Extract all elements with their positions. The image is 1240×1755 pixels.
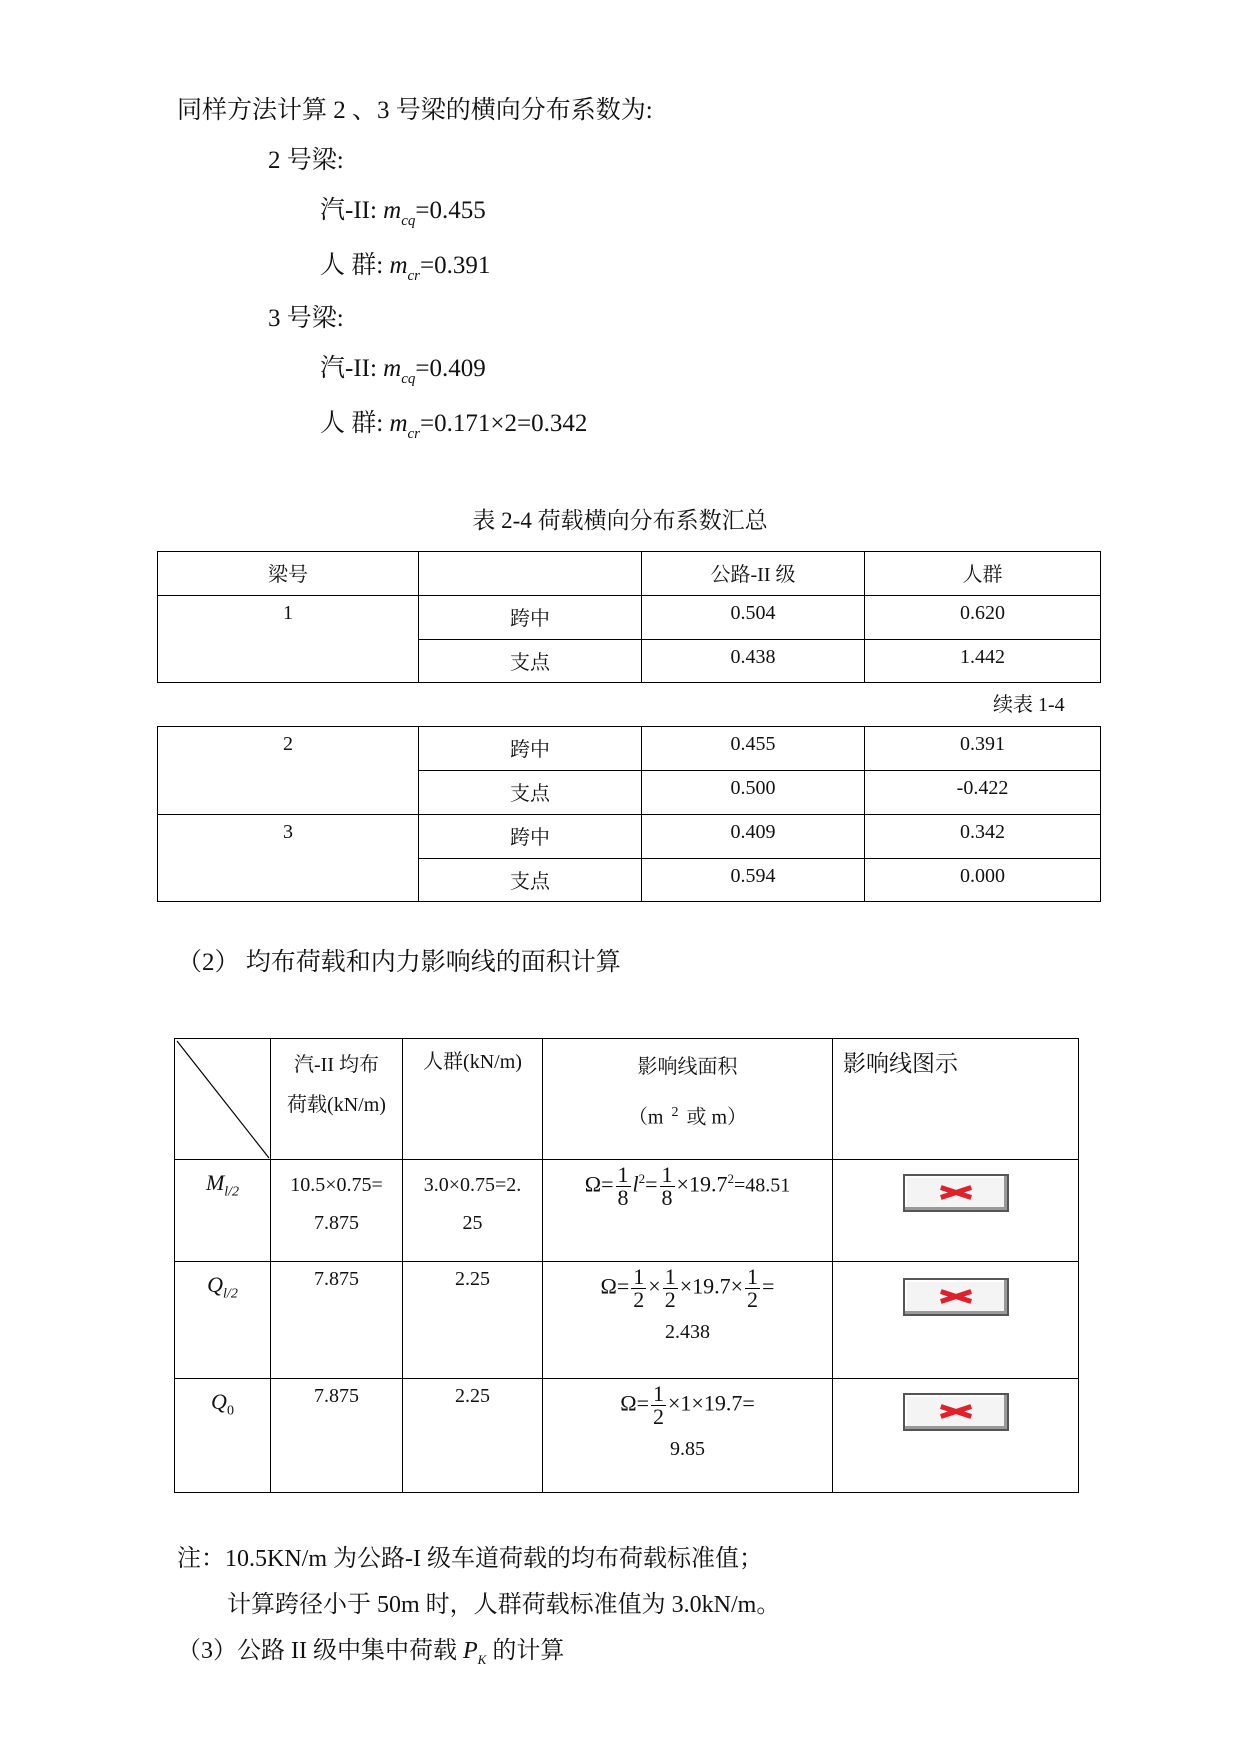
section3-heading: （3）公路 II 级中集中荷载 $P_K$ 的计算 (177, 1638, 565, 1667)
header-area (543, 1039, 833, 1160)
cq-subscript: cq (401, 213, 416, 229)
row-symbol: $M_{l/2}$ (175, 1160, 271, 1262)
intro-text: 同样方法计算 2 、3 号梁的横向分布系数为: (177, 97, 653, 124)
header-beam: 梁号 (158, 552, 419, 596)
road-value: 0.500 (642, 771, 865, 815)
m-symbol: m (389, 252, 408, 279)
car-prefix: 汽-II: (320, 355, 377, 382)
row-symbol: $Q_{l/2}$ (175, 1262, 271, 1379)
header-diagram: 影响线图示 (833, 1039, 1079, 1160)
car-load-cell: 10.5×0.75= 7.875 (271, 1160, 403, 1262)
beam2-car-line (320, 196, 486, 236)
diagram-cell (833, 1160, 1079, 1262)
m-symbol: m (383, 355, 402, 382)
diagram-cell (833, 1379, 1079, 1493)
beam3-label: 3 号梁: (268, 305, 344, 332)
crowd-value: -0.422 (865, 771, 1101, 815)
car-load-cell: 7.875 (271, 1379, 403, 1493)
beam-number: 3 (158, 815, 419, 902)
area-formula-cell: Ω= $\frac{1}{2}$ × $\frac{1}{2}$ ×19.7× $\frac{1}{2}$ = 2.438 (543, 1262, 833, 1379)
position-cell: 支点 (419, 859, 642, 902)
crowd-value: 1.442 (865, 640, 1101, 683)
cq-subscript: cq (401, 371, 416, 387)
broken-image-icon (903, 1393, 1009, 1431)
crowd-load-cell: 3.0×0.75=2. 25 (403, 1160, 543, 1262)
crowd-value: 0.620 (865, 596, 1101, 640)
header-road-class: 公路-II 级 (642, 552, 865, 596)
crowd-load-cell: 2.25 (403, 1379, 543, 1493)
header-position (419, 552, 642, 596)
continued-label: 续表 1-4 (993, 694, 1065, 716)
m-symbol: m (383, 197, 402, 224)
car-prefix: 汽-II: (320, 197, 377, 224)
crowd-value: 0.342 (865, 815, 1101, 859)
distribution-table (157, 551, 1101, 683)
m-symbol: m (389, 410, 408, 437)
crowd-prefix: 人 群: (320, 252, 384, 279)
area-result: 2.438 (665, 1321, 710, 1343)
position-cell: 跨中 (419, 596, 642, 640)
table-row (175, 1160, 1079, 1262)
position-cell: 支点 (419, 640, 642, 683)
broken-image-icon (903, 1174, 1009, 1212)
table1-caption: 表 2-4 荷载横向分布系数汇总 (472, 508, 768, 533)
area-result: 9.85 (670, 1438, 705, 1460)
table-row (158, 815, 1101, 859)
broken-image-icon (903, 1278, 1009, 1316)
road-value: 0.409 (642, 815, 865, 859)
diagonal-header-cell (175, 1039, 271, 1160)
diagram-cell (833, 1262, 1079, 1379)
crowd-value: 0.000 (865, 859, 1101, 902)
influence-line-table-wrapper (174, 1038, 1078, 1494)
area-formula-cell: Ω= $\frac{1}{2}$ ×1×19.7= 9.85 (543, 1379, 833, 1493)
position-cell: 支点 (419, 771, 642, 815)
distribution-table-continued (157, 726, 1101, 902)
road-value: 0.455 (642, 727, 865, 771)
header-car-load (271, 1039, 403, 1160)
table-row (158, 596, 1101, 640)
position-cell: 跨中 (419, 815, 642, 859)
table-row (175, 1262, 1079, 1379)
header-car-line1: 汽-II 均布 (294, 1054, 379, 1076)
crowd-prefix: 人 群: (320, 410, 384, 437)
road-value: 0.594 (642, 859, 865, 902)
cr-subscript: cr (407, 268, 421, 284)
crowd-load-cell: 2.25 (403, 1262, 543, 1379)
p-symbol: P (462, 1638, 478, 1664)
beam-number: 2 (158, 727, 419, 815)
beam2-crowd-line (320, 251, 490, 291)
table-row (158, 727, 1101, 771)
header-car-line2: 荷载(kN/m) (287, 1094, 386, 1116)
cr-subscript: cr (407, 426, 421, 442)
influence-line-table (174, 1038, 1079, 1493)
note-line2: 计算跨径小于 50m 时，人群荷载标准值为 3.0kN/m。 (227, 1592, 781, 1618)
header-crowd-load: 人群(kN/m) (403, 1039, 543, 1160)
k-subscript: K (477, 1651, 487, 1667)
position-cell: 跨中 (419, 727, 642, 771)
car-load-cell: 7.875 (271, 1262, 403, 1379)
header-row (175, 1039, 1079, 1160)
area-formula-cell: Ω= $\frac{1}{8}$ $l^2=$ $\frac{1}{8}$ $\times 19.7^2=48.51$ (543, 1160, 833, 1262)
road-value: 0.504 (642, 596, 865, 640)
road-value: 0.438 (642, 640, 865, 683)
beam2-label: 2 号梁: (268, 147, 344, 174)
beam2-crowd-value: =0.391 (420, 252, 491, 279)
beam3-crowd-line (320, 409, 587, 449)
header-area-line2: （m $^2$ 或 m） (627, 1105, 748, 1129)
section2-heading: （2） 均布荷载和内力影响线的面积计算 (177, 949, 621, 976)
beam2-car-value: =0.455 (415, 197, 486, 224)
row-symbol: $Q_0$ (175, 1379, 271, 1493)
diagonal-line (175, 1039, 271, 1160)
beam3-crowd-value: =0.171×2=0.342 (420, 410, 588, 437)
beam3-car-line (320, 354, 486, 394)
note-line1: 注：10.5KN/m 为公路-I 级车道荷载的均布荷载标准值； (177, 1546, 763, 1572)
header-area-line1: 影响线面积 (637, 1056, 738, 1078)
crowd-value: 0.391 (865, 727, 1101, 771)
table-row (175, 1379, 1079, 1493)
beam3-car-value: =0.409 (415, 355, 486, 382)
beam-number: 1 (158, 596, 419, 683)
header-crowd: 人群 (865, 552, 1101, 596)
